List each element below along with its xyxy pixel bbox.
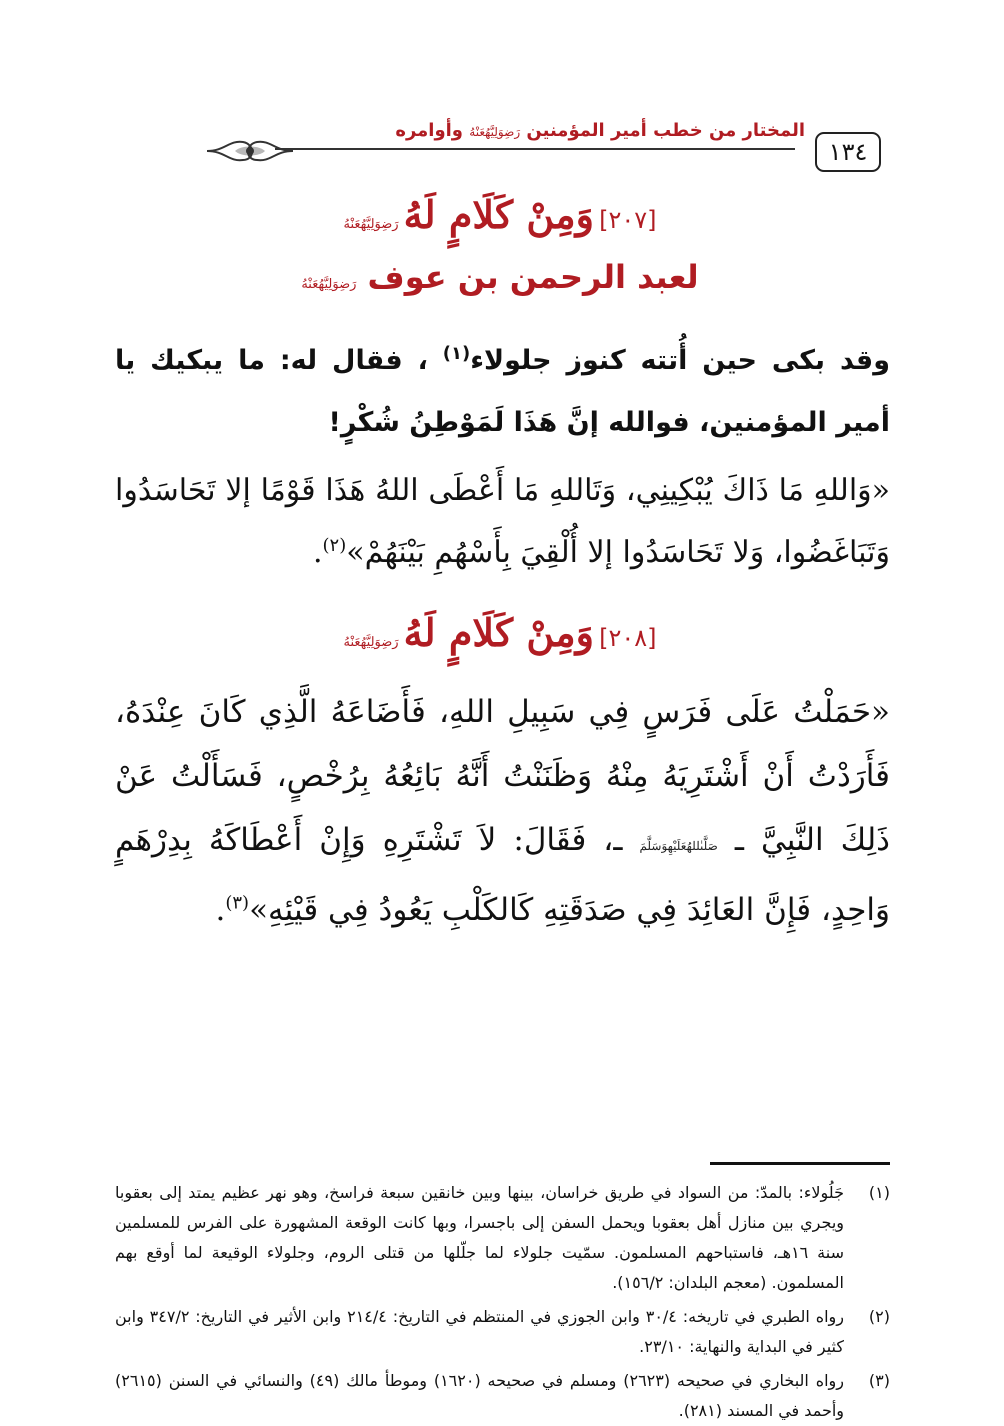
footnote-ref-2[interactable]: (٢) xyxy=(322,535,347,556)
footnote-2-mark: (٢) xyxy=(868,1307,890,1326)
section-207-subtitle-text: لعبد الرحمن بن عوف xyxy=(367,258,699,296)
intro-part2: ، فقال له: ما يبكيك يا أمير المؤمنين، فوالله إنَّ هَذَا لَمَوْطِنُ شُكْرٍ! xyxy=(115,345,890,438)
section-207-honor: رَضِوَلِيَّهُعَنْهُ xyxy=(343,217,399,232)
header-rule xyxy=(275,148,795,150)
section-208-quote xyxy=(115,680,890,942)
footnote-separator xyxy=(710,1162,890,1165)
footnote-ref-1[interactable]: (١) xyxy=(442,343,471,364)
footnote-2-text: رواه الطبري في تاريخه: ٣٠/٤ وابن الجوزي في المنتظم في التاريخ: ٢١٤/٤ وابن الأثير في التاريخ: ٣٤٧/٢ وابن كثير في البداية والنهاية: ٢٣/١٠. xyxy=(115,1307,845,1356)
section-207-title xyxy=(80,192,920,237)
section-208-honor: رَضِوَلِيَّهُعَنْهُ xyxy=(343,635,399,650)
footnote-3-mark: (٣) xyxy=(868,1371,890,1390)
header-ornament-icon xyxy=(205,134,295,168)
section-207-quote xyxy=(115,460,890,584)
quote-207-end: . xyxy=(312,535,323,570)
intro-part1: وقد بكى حين أُتته كنوز جلولاء xyxy=(470,345,891,376)
section-208-title xyxy=(80,610,920,655)
section-208-heading: وَمِنْ كَلَامٍ لَهُ xyxy=(403,610,594,655)
footnote-3-text: رواه البخاري في صحيحه (٢٦٢٣) ومسلم في صحيحه (١٦٢٠) وموطأ مالك (٤٩) والنسائي في السنن (٢٦١٥) وأحمد في المسند (٢٨١). xyxy=(115,1371,844,1420)
quote-208-end: . xyxy=(215,892,226,928)
running-title-end: وأوامره xyxy=(395,120,463,141)
prophet-honor: صَلَّىٰللهُعَلَيْهِوَسَلَّمَ xyxy=(639,839,718,853)
section-207-number: [٢٠٧] xyxy=(599,206,657,234)
footnote-1-text: جَلُولاء: بالمدّ: من السواد في طريق خراسان، بينها وبين خانقين سبعة فراسخ، وهو نهر عظيم يمتد إلى بعقوبا ويجري بين منازل أهل بعقوبا ويحمل السفن إلى باجسرا، وبها كانت الوقعة المشهورة على الفرس للمسلمين سنة ١٦هـ، فاستباحهم المسلمون. سمّيت جلولاء لما جلّلها من قتلى الروم، وجلولاء الوقيعة لما أوقع بهم المسلمون. (معجم البلدان: ١٥٦/٢). xyxy=(115,1183,844,1292)
running-title xyxy=(265,120,805,141)
section-207-subtitle xyxy=(80,258,920,296)
section-207-intro xyxy=(115,330,890,454)
section-207-heading: وَمِنْ كَلَامٍ لَهُ xyxy=(403,192,594,237)
footnote-ref-3[interactable]: (٣) xyxy=(225,892,250,914)
quote-208-part1: «حَمَلْتُ عَلَى فَرَسٍ فِي سَبِيلِ اللهِ، فَأَضَاعَهُ الَّذِي كَانَ عِنْدَهُ، فَأَرَدْتُ أَنْ أَشْتَرِيَهُ مِنْهُ وَظَنَنْتُ أَنَّهُ بَائِعُهُ بِرُخْصٍ، فَسَأَلْتُ عَنْ ذَلِكَ النَّبِيَّ ـ xyxy=(115,694,890,858)
page-number xyxy=(815,132,881,172)
page-number-text: ١٣٤ xyxy=(828,138,868,166)
running-title-text: المختار من خطب أمير المؤمنين xyxy=(526,120,805,141)
section-208-number: [٢٠٨] xyxy=(599,624,657,652)
footnote-1-mark: (١) xyxy=(868,1183,890,1202)
footnote-1 xyxy=(115,1178,890,1298)
running-title-honor: رَضِوَلِيَّهُعَنْهُ xyxy=(469,125,521,139)
section-207-subtitle-honor: رَضِوَلِيَّهُعَنْهُ xyxy=(301,277,357,292)
page-header xyxy=(205,118,880,180)
quote-208-part2: ـ، فَقَالَ: لاَ تَشْتَرِهِ وَإِنْ أَعْطَاكَهُ بِدِرْهَمٍ وَاحِدٍ، فَإِنَّ العَائِدَ فِي صَدَقَتِهِ كَالكَلْبِ يَعُودُ فِي قَيْئِهِ» xyxy=(115,822,890,928)
quote-207-text: «وَاللهِ مَا ذَاكَ يُبْكِينِي، وَتَاللهِ مَا أَعْطَى اللهُ هَذَا قَوْمًا إلا تَحَاسَدُوا وَتَبَاغَضُوا، وَلا تَحَاسَدُوا إلا أُلْقِيَ بِأَسْهُمِ بَيْنَهُمْ» xyxy=(115,473,890,570)
footnote-2 xyxy=(115,1302,890,1362)
footnote-3 xyxy=(115,1366,890,1426)
